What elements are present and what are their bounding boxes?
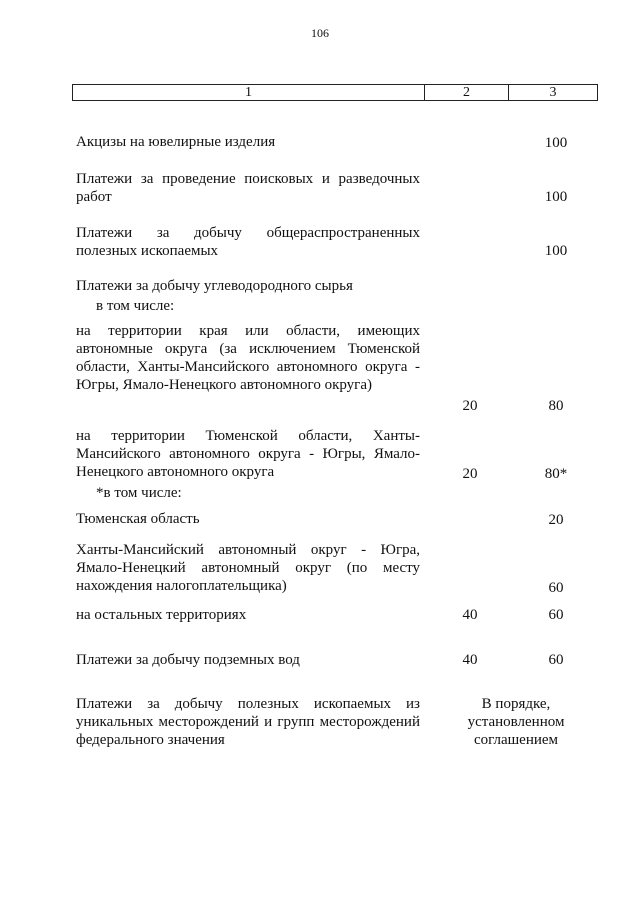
row-text: Платежи за добычу подземных вод — [76, 652, 300, 668]
row-col3-value: 20 — [548, 512, 564, 528]
header-col-3: 3 — [549, 85, 557, 100]
row-text: Платежи за добычу общераспространенных полезных ископаемых — [76, 225, 420, 259]
row-col3-value: 60 — [548, 607, 564, 623]
row-text: Ханты-Мансийский автономный округ - Югра, Ямало-Ненецкий автономный округ (по месту нахождения налогоплательщика) — [76, 542, 420, 594]
row-col3-value: 80 — [548, 398, 564, 414]
row-col3-value: 60 — [548, 580, 564, 596]
row-text: в том числе: — [96, 298, 175, 314]
row-col2-value: 20 — [462, 466, 478, 482]
row-text: Платежи за добычу полезных ископаемых из уникальных месторождений и групп месторождений федерального значения — [76, 696, 420, 748]
row-col3-value: 100 — [544, 135, 568, 151]
row-col2-value: 40 — [462, 652, 478, 668]
row-text: на территории Тюменской области, Ханты-Мансийского автономного округа - Югры, Ямало-Ненецкого автономного округа — [76, 428, 420, 480]
row-text: Платежи за проведение поисковых и разведочных работ — [76, 171, 420, 205]
row-text: *в том числе: — [96, 485, 182, 501]
row-text: на территории края или области, имеющих автономные округа (за исключением Тюменской области, Ханты-Мансийского автономного округа - Югры, Ямало-Ненецкого автономного округа) — [76, 323, 420, 393]
table-header — [72, 84, 598, 101]
row-col3-value: 100 — [544, 243, 568, 259]
row-col3-value: 100 — [544, 189, 568, 205]
row-col3-value: 80* — [544, 466, 568, 482]
row-col3-value: 60 — [548, 652, 564, 668]
page-number: 106 — [311, 26, 329, 40]
header-col-2: 2 — [425, 85, 509, 100]
row-text: Платежи за добычу углеводородного сырья — [76, 278, 353, 294]
row-text: Акцизы на ювелирные изделия — [76, 134, 276, 150]
row-col2-value: 20 — [462, 398, 478, 414]
row-text: на остальных территориях — [76, 607, 247, 623]
row-col2-value: 40 — [462, 607, 478, 623]
row-merged-value: В порядке, установленном соглашением — [467, 696, 565, 748]
header-col-1: 1 — [73, 85, 425, 100]
row-text: Тюменская область — [76, 511, 200, 527]
